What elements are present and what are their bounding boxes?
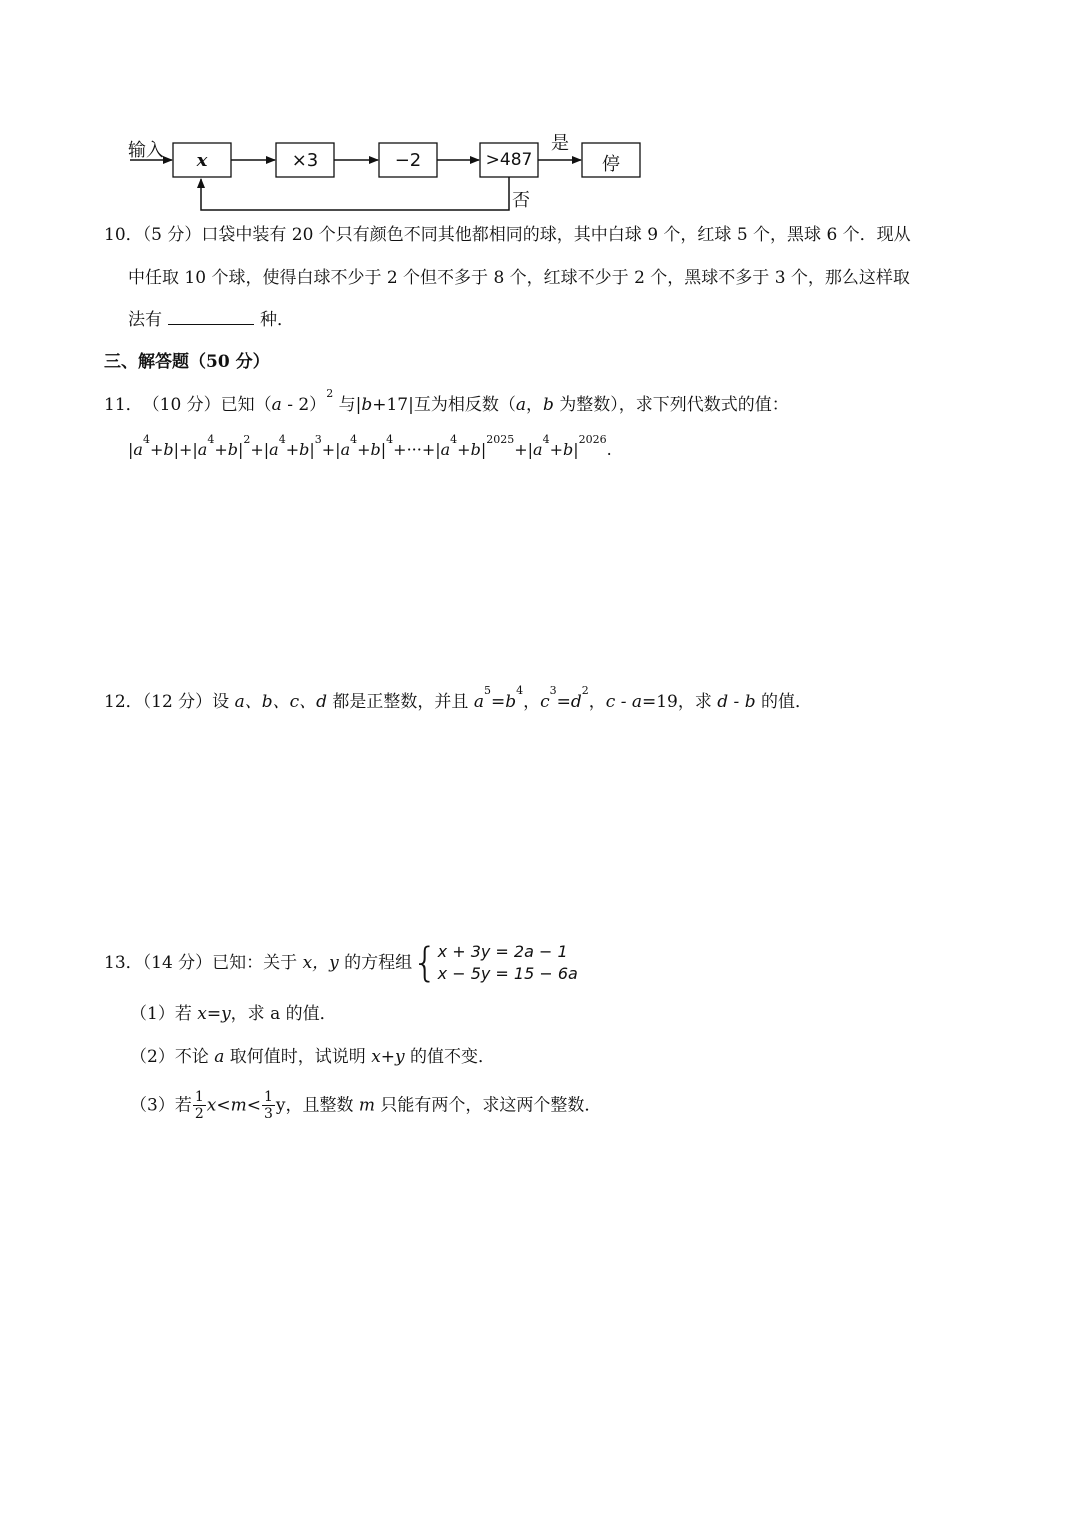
- q12-text-6: =19，求: [641, 692, 718, 712]
- q12-text-3: ，: [523, 692, 541, 712]
- q11-expr-exp3: 4: [386, 432, 394, 446]
- q13-sub3-frac1: [193, 1090, 206, 1121]
- q12-exp-3: 3: [549, 684, 557, 698]
- q12-exp-4: 4: [516, 684, 524, 698]
- q13-sub3-frac2: [262, 1090, 275, 1121]
- flowchart-no-label: 否: [512, 190, 530, 211]
- q11-expr-a6: a: [533, 440, 543, 459]
- q13-sub3-pre: （3）若: [130, 1095, 192, 1116]
- section3-title: 三、解答题（50 分）: [104, 352, 270, 372]
- q13-sub1-pre: （1）若: [130, 1004, 198, 1024]
- flowchart-box-minus2-label: −2: [394, 150, 422, 171]
- q12-line1: 12．（12 分）设 a、b、c、d 都是正整数，并且 $a^5=b^4$，$c^3=d^2$，c - a=19，求 d - b 的值．: [104, 684, 812, 712]
- q11-expr-b1: b: [163, 440, 174, 459]
- q12-vars: a、b、c、d: [234, 692, 327, 712]
- q12-text-5: c - a: [605, 692, 642, 712]
- q10-line1: 10．（5 分）口袋中装有 20 个只有颜色不同其他都相同的球，其中白球 9 个，红球 5 个，黑球 6 个．现从: [104, 225, 911, 245]
- q11-exp-sq: 2: [326, 387, 334, 401]
- q12-text-1: 12．（12 分）设: [104, 692, 235, 712]
- q10-line3-pre: 法有: [128, 310, 162, 330]
- q11-line1: [104, 387, 789, 415]
- q12-exp-5: 5: [483, 684, 491, 698]
- q13-eq2: x − 5y = 15 − 6a: [437, 964, 578, 983]
- q11-expr-exp1: 2: [243, 432, 251, 446]
- q13-sub2: [130, 1049, 495, 1066]
- q11-var-b: b: [361, 395, 373, 415]
- flowchart-input-label: 输入: [128, 140, 164, 161]
- flowchart-yes-label: 是: [551, 133, 569, 154]
- q12-text-8: 的值．: [755, 692, 812, 712]
- q13-system-brace: {: [412, 940, 438, 986]
- q11-expr-b4: b: [370, 440, 381, 459]
- q13-sub3-post2: 只能有两个，求这两个整数．: [375, 1095, 602, 1116]
- q12-exp-2: 2: [581, 684, 589, 698]
- q11-expr-a4: a: [340, 440, 351, 459]
- flowchart: [0, 0, 1080, 230]
- q11-var-a: a: [271, 395, 282, 415]
- q11-text-3: 与|: [333, 395, 362, 415]
- q11-expr-a2: a: [197, 440, 208, 459]
- q13-sub3-frac2-num: 1: [263, 1089, 273, 1105]
- q13-sub2-post: 的值不变．: [404, 1047, 496, 1067]
- q12-text-7: d - b: [717, 692, 756, 712]
- q13-sub3-frac2-den: 3: [263, 1106, 273, 1122]
- q13-system: [438, 941, 578, 985]
- q11-text-1: 11． （10 分）已知（: [104, 395, 272, 415]
- q11-expr-b6: b: [562, 440, 574, 459]
- q13-eq1: x + 3y = 2a − 1: [437, 942, 568, 961]
- q13-text-1: 13．（14 分）已知：关于: [104, 953, 303, 973]
- q13-text-2: 的方程组: [338, 953, 413, 973]
- q13-sub2-pre: （2）不论: [130, 1047, 215, 1067]
- q11-expr-b5: b: [470, 440, 481, 459]
- q11-text-2: - 2）: [281, 395, 327, 415]
- q11-expr-exp5: 2026: [578, 432, 607, 446]
- q11-text-6: 为整数），求下列代数式的值：: [553, 395, 789, 415]
- q13-sub3: [130, 1088, 601, 1123]
- q13-sub2-xy: x+y: [371, 1047, 405, 1067]
- q10-line2: 中任取 10 个球，使得白球不少于 2 个但不多于 8 个，红球不少于 2 个，黑球不多于 3 个，那么这样取: [128, 268, 910, 288]
- q11-expr-dots: +···+: [393, 440, 436, 459]
- flowchart-loop-arrow: [201, 177, 509, 210]
- q11-expr-a3: a: [269, 440, 279, 459]
- q13-sub3-frac1-den: 2: [194, 1106, 204, 1122]
- q11-expr-a1: a: [133, 440, 143, 459]
- q11-expression: $|a^4+b|+|a^4+b|^2+|a^4+b|^3+|a^4+b|^4+\cdot\cdot\cdot+|a^4+b|^{2025}+|a^4+b|^{2026}$.: [128, 432, 612, 459]
- flowchart-box-times3-label: ×3: [291, 150, 319, 171]
- q11-text-5: ，: [525, 395, 543, 415]
- q11-expr-exp4: 2025: [486, 432, 515, 446]
- q13-vars: x，y: [302, 953, 339, 973]
- q13-sub2-a: a: [214, 1047, 225, 1067]
- q13-line1: [104, 941, 578, 985]
- q11-var-a-2: a: [515, 395, 526, 415]
- flowchart-box-gt487-label: >487: [485, 150, 533, 170]
- q11-expr-b3: b: [299, 440, 310, 459]
- q10-line3-post: 种．: [260, 310, 294, 330]
- q13-sub3-m: m: [358, 1095, 376, 1116]
- q11-expr-b2: b: [227, 440, 238, 459]
- q12-text-4: ，: [588, 692, 606, 712]
- q13-sub1-cond: x=y: [197, 1004, 231, 1024]
- q13-sub3-post1: y，且整数: [275, 1095, 359, 1116]
- q13-sub1: [130, 1006, 337, 1023]
- q13-sub3-frac1-num: 1: [194, 1089, 204, 1105]
- q11-var-b-2: b: [542, 395, 554, 415]
- q10-line3: [128, 312, 294, 329]
- q13-sub2-mid: 取何值时，试说明: [224, 1047, 372, 1067]
- q11-expr-a5: a: [440, 440, 451, 459]
- flowchart-box-stop-label: 停: [602, 154, 620, 175]
- q12-text-2: 都是正整数，并且: [327, 692, 474, 712]
- q11-expr-exp2: 3: [314, 432, 322, 446]
- flowchart-box-x-label: x: [196, 150, 208, 171]
- q13-sub3-mid: x<m<: [206, 1095, 261, 1116]
- q11-text-4: +17|互为相反数（: [372, 395, 516, 415]
- q13-sub1-post: ，求 a 的值．: [230, 1004, 337, 1024]
- q10-answer-blank[interactable]: [168, 323, 254, 325]
